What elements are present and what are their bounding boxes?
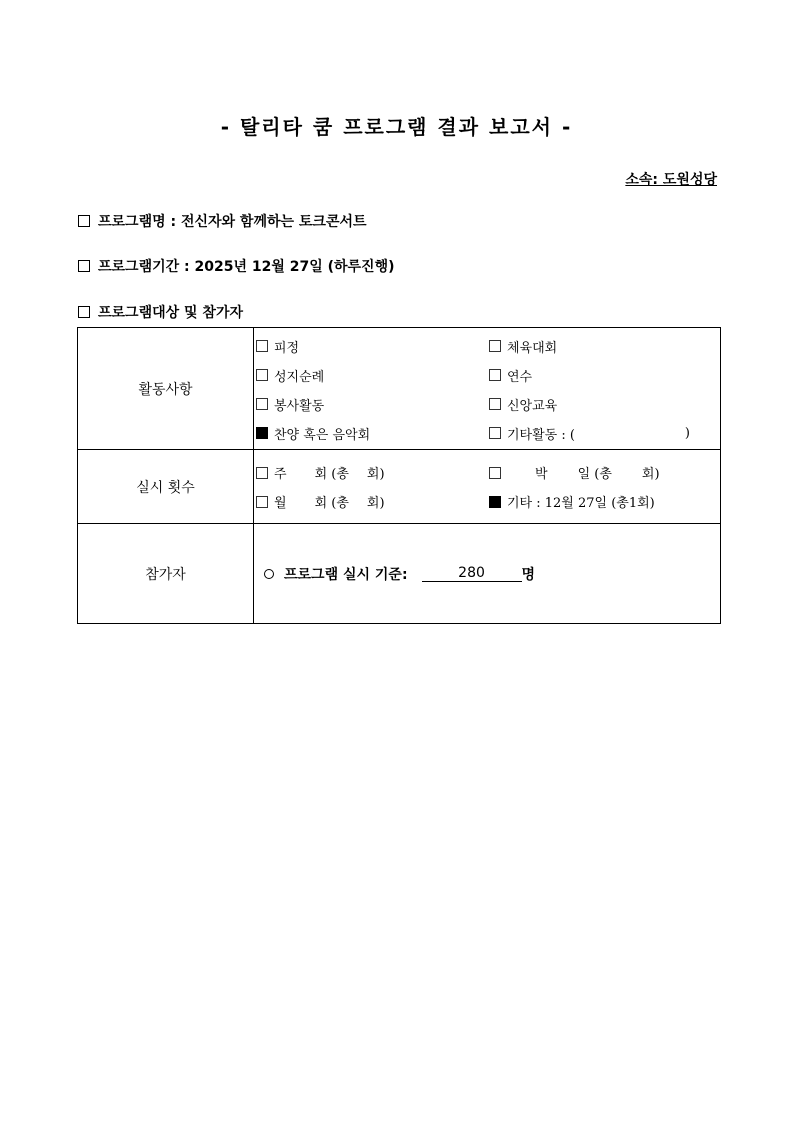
program-name-text: 프로그램명 : 전신자와 함께하는 토크콘서트 <box>98 214 367 230</box>
circle-bullet-icon <box>264 569 274 579</box>
activity-option[interactable] <box>489 393 718 415</box>
activity-option-label: 성지순례 <box>274 369 325 385</box>
weekly-option[interactable]: 주 회 (총 회) <box>256 462 489 484</box>
checkbox-icon[interactable] <box>256 467 268 479</box>
activity-option-suffix: ) <box>684 425 690 441</box>
program-target-text: 프로그램대상 및 참가자 <box>98 305 243 321</box>
program-period-text: 프로그램기간 : 2025년 12월 27일 (하루진행) <box>98 259 395 275</box>
report-table <box>77 327 721 624</box>
activity-option[interactable] <box>256 335 489 357</box>
checkbox-icon[interactable] <box>489 398 501 410</box>
stay-option[interactable]: 박 일 (총 회) <box>489 462 718 484</box>
checkbox-icon[interactable] <box>256 369 268 381</box>
section-program-name <box>78 211 367 231</box>
activity-option[interactable] <box>256 422 489 444</box>
participants-cell <box>254 524 721 624</box>
activity-option[interactable] <box>489 422 718 444</box>
activity-option-label: 피정 <box>274 340 300 356</box>
checkbox-icon <box>78 215 90 227</box>
checkbox-icon <box>78 260 90 272</box>
checkbox-icon[interactable] <box>256 340 268 352</box>
activity-option-label: 기타활동 : ( <box>507 427 575 443</box>
checkbox-icon[interactable] <box>489 427 501 439</box>
activity-option[interactable] <box>489 364 718 386</box>
activity-row <box>78 328 721 450</box>
affiliation: 소속: 도원성당 <box>625 172 717 188</box>
checkbox-icon <box>78 306 90 318</box>
participant-unit: 명 <box>521 566 536 583</box>
checkbox-icon[interactable] <box>256 496 268 508</box>
monthly-option[interactable]: 월 회 (총 회) <box>256 491 489 513</box>
activity-option[interactable] <box>256 393 489 415</box>
frequency-row <box>78 450 721 524</box>
frequency-label: 실시 횟수 <box>78 450 254 524</box>
participants-label: 참가자 <box>78 524 254 624</box>
criterion-label: 프로그램 실시 기준: <box>284 566 408 583</box>
checkbox-icon[interactable] <box>489 340 501 352</box>
section-program-period <box>78 256 395 276</box>
activity-label: 활동사항 <box>78 328 254 450</box>
activity-option[interactable] <box>489 335 718 357</box>
participant-count[interactable]: 280 <box>422 565 522 582</box>
checkbox-icon[interactable] <box>489 369 501 381</box>
checkbox-checked-icon[interactable] <box>489 496 501 508</box>
activity-option-label: 체육대회 <box>507 340 558 356</box>
participants-row <box>78 524 721 624</box>
activity-option[interactable] <box>256 364 489 386</box>
page-title: - 탈리타 쿰 프로그램 결과 보고서 - <box>220 115 573 139</box>
section-program-target <box>78 302 243 322</box>
activity-options <box>254 328 721 450</box>
activity-option-label: 봉사활동 <box>274 398 325 414</box>
activity-option-label: 신앙교육 <box>507 398 558 414</box>
checkbox-checked-icon[interactable] <box>256 427 268 439</box>
checkbox-icon[interactable] <box>489 467 501 479</box>
activity-option-label: 연수 <box>507 369 533 385</box>
activity-option-label: 찬양 혹은 음악회 <box>274 427 371 443</box>
frequency-options <box>254 450 721 524</box>
other-frequency-option[interactable]: 기타 : 12월 27일 (총1회) <box>489 491 718 513</box>
checkbox-icon[interactable] <box>256 398 268 410</box>
